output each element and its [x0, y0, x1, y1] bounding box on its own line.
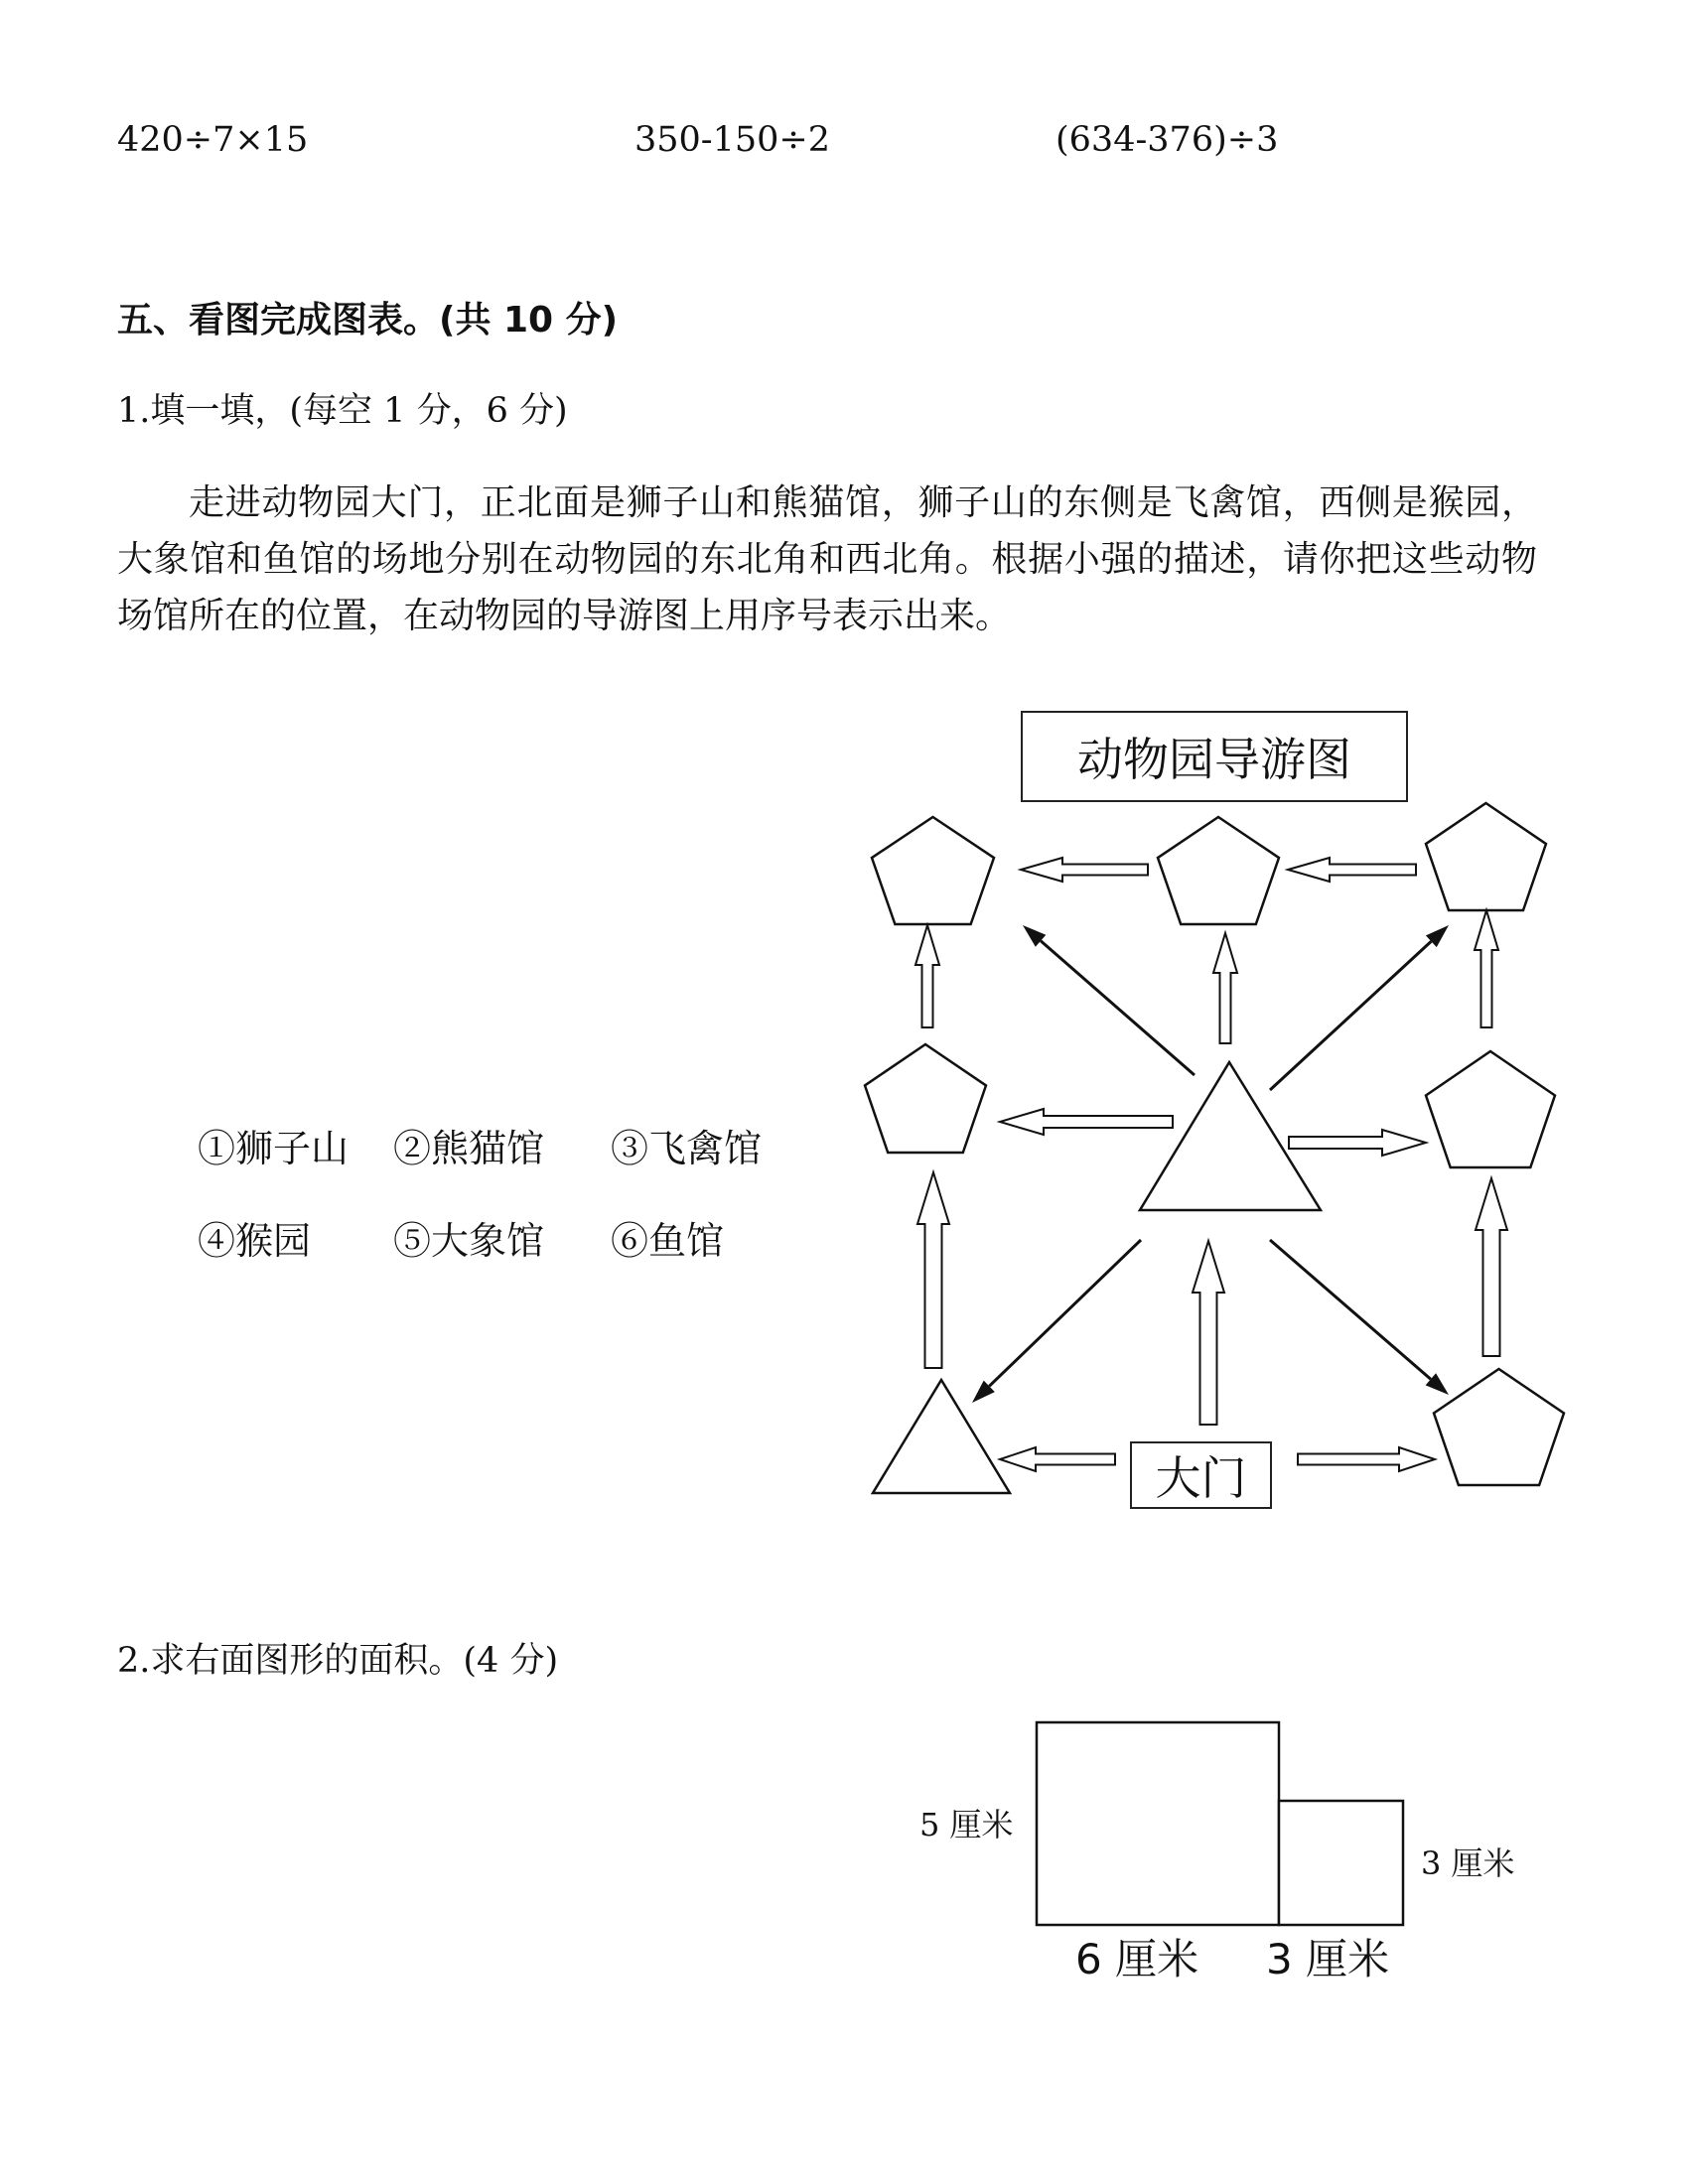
calc-expression-2: 350-150÷2: [634, 120, 831, 160]
legend-item-6: ⑥鱼馆: [611, 1219, 725, 1263]
line-arrow: [989, 1240, 1141, 1386]
line-arrow: [1270, 941, 1431, 1090]
legend-item-5: ⑤大象馆: [393, 1219, 545, 1263]
legend-item-1: ①狮子山: [198, 1127, 350, 1170]
gate-label: 大门: [1155, 1451, 1247, 1505]
hollow-arrow: [1000, 1109, 1173, 1135]
hollow-arrow: [1021, 858, 1148, 882]
hollow-arrow: [917, 1172, 949, 1368]
hollow-arrow: [1000, 1447, 1115, 1471]
line-arrow: [1270, 1240, 1431, 1379]
hollow-arrow: [1288, 858, 1416, 882]
map-title: 动物园导游图: [1077, 733, 1351, 786]
hollow-arrow: [1213, 933, 1237, 1043]
label-right-height: 3 厘米: [1421, 1844, 1515, 1882]
pentagon-top-left: [872, 817, 994, 924]
question-1-title: 1.填一填，(每空 1 分，6 分): [117, 391, 568, 431]
legend-item-2: ②熊猫馆: [393, 1127, 545, 1170]
pentagon-bottom-right: [1434, 1369, 1564, 1485]
label-bottom-left: 6 厘米: [1075, 1935, 1199, 1983]
triangle-bottom-left: [873, 1380, 1010, 1493]
hollow-arrow: [915, 925, 939, 1027]
gate-box: [1130, 1441, 1272, 1509]
label-bottom-right: 3 厘米: [1266, 1935, 1390, 1983]
pentagon-middle-right: [1426, 1051, 1555, 1167]
hollow-arrow: [1289, 1130, 1426, 1156]
calc-expression-3: (634-376)÷3: [1055, 120, 1279, 160]
pentagon-top-middle: [1158, 817, 1279, 924]
legend-item-4: ④猴园: [198, 1219, 312, 1263]
legend-item-3: ③飞禽馆: [611, 1127, 763, 1170]
pentagon-top-right: [1426, 803, 1546, 910]
hollow-arrow: [1298, 1447, 1435, 1471]
hollow-arrow: [1476, 1178, 1507, 1356]
calc-expression-1: 420÷7×15: [117, 120, 309, 160]
section-heading: 五、看图完成图表。(共 10 分): [117, 300, 619, 341]
question-2-title: 2.求右面图形的面积。(4 分): [117, 1641, 559, 1681]
hollow-arrow: [1193, 1241, 1224, 1425]
label-left-height: 5 厘米: [919, 1806, 1014, 1843]
question-1-paragraph: 走进动物园大门，正北面是狮子山和熊猫馆，狮子山的东侧是飞禽馆，西侧是猴园，大象馆和鱼馆的场地分别在动物园的东北角和西北角。根据小强的描述，请你把这些动物场馆所在的位置，在动物园的导游图上用序号表示出来。: [117, 482, 1537, 636]
large-rectangle: [1037, 1722, 1279, 1925]
hollow-arrow: [1475, 910, 1498, 1027]
line-arrow: [1041, 941, 1195, 1075]
small-square: [1279, 1801, 1403, 1925]
map-title-box: [1021, 711, 1408, 802]
pentagon-middle-left: [865, 1044, 986, 1153]
